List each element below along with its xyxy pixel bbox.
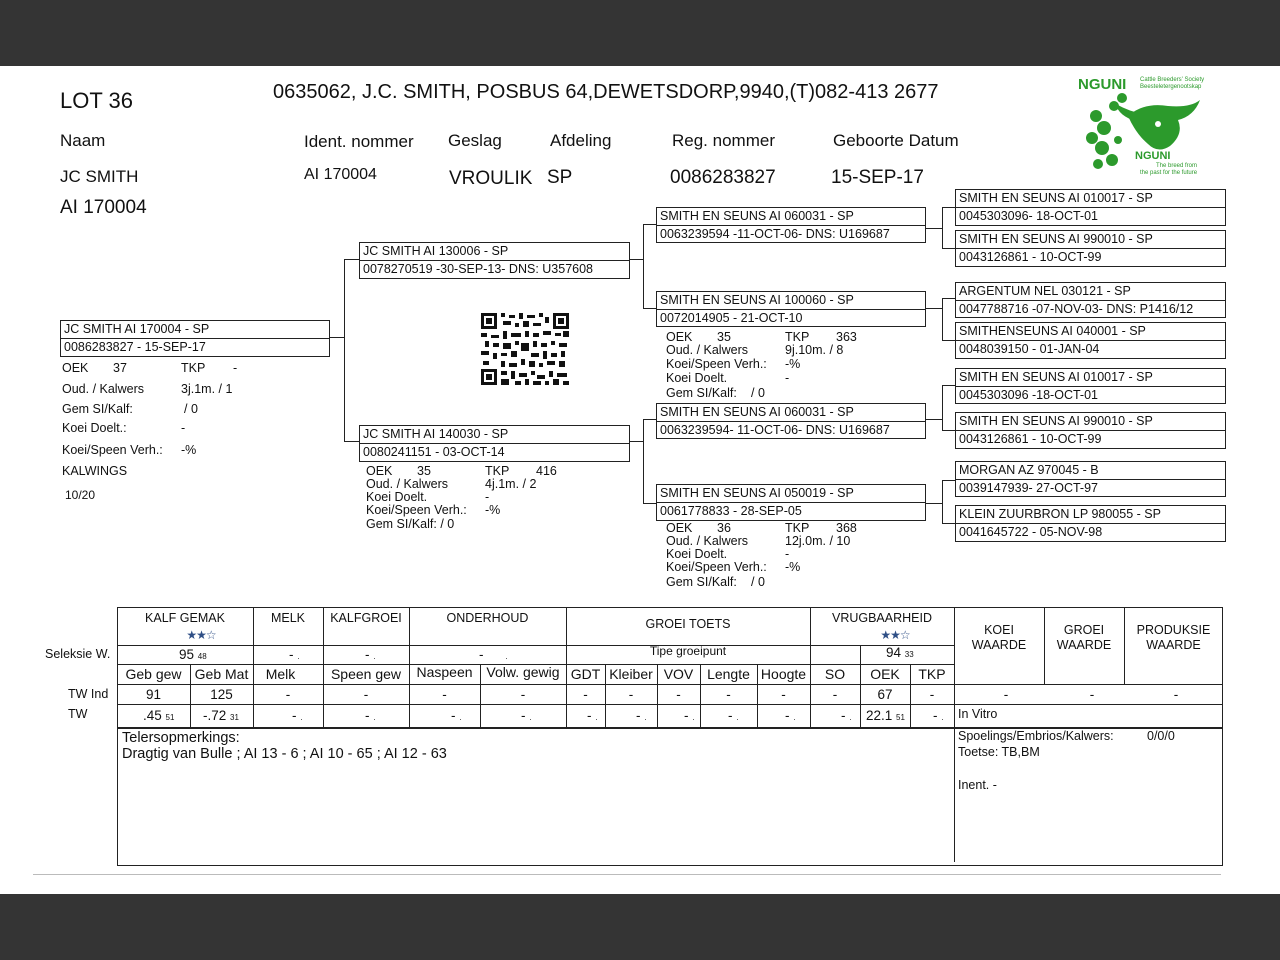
spoelings-value: 0/0/0 bbox=[1147, 729, 1175, 743]
tw-sub: . bbox=[736, 713, 739, 722]
gen3-ss-reg: 0063239594 -11-OCT-06- DNS: U169687 bbox=[660, 227, 890, 241]
spoelings-label: Spoelings/Embrios/Kalwers: bbox=[958, 729, 1114, 743]
connector bbox=[925, 228, 943, 229]
gen3-dd-reg: 0061778833 - 28-SEP-05 bbox=[660, 504, 802, 518]
tw-cell bbox=[728, 708, 739, 723]
connector bbox=[942, 523, 956, 524]
sd-tkp-label: TKP bbox=[785, 330, 810, 344]
owner-line: 0635062, J.C. SMITH, POSBUS 64,DEWETSDORP,9940,(T)082-413 2677 bbox=[273, 81, 939, 103]
tw-value: - bbox=[365, 708, 370, 723]
seleksie-vrug-value: 94 bbox=[886, 645, 902, 660]
gen4-box-5 bbox=[955, 368, 1226, 404]
twind-cell: - bbox=[583, 687, 588, 702]
connector bbox=[942, 430, 956, 431]
group-vrugbaarheid: VRUGBAARHEID bbox=[831, 611, 933, 625]
gen4-name: SMITHENSEUNS AI 040001 - SP bbox=[959, 324, 1146, 338]
animal-box bbox=[60, 320, 330, 357]
gen4-box-8 bbox=[955, 505, 1226, 542]
sd-oek: 35 bbox=[717, 330, 731, 344]
remarks-label: Telersopmerkings: bbox=[122, 730, 240, 746]
dd-tkp: 368 bbox=[836, 521, 857, 535]
tw-cell bbox=[203, 708, 239, 723]
tw-value: - bbox=[728, 708, 733, 723]
dam-oud-label: Oud. / Kalwers bbox=[366, 477, 448, 491]
gen3-sd-name: SMITH EN SEUNS AI 100060 - SP bbox=[660, 293, 854, 307]
connector bbox=[629, 259, 643, 260]
twind-produksie-waarde: - bbox=[1173, 687, 1179, 702]
col-speen-gew: Speen gew bbox=[330, 666, 402, 682]
koei-waarde-2: WAARDE bbox=[971, 638, 1027, 652]
seleksie-vrug-sub: 33 bbox=[904, 650, 914, 659]
tw-value: - bbox=[451, 708, 456, 723]
col-lengte: Lengte bbox=[707, 666, 750, 682]
dd-oek: 36 bbox=[717, 521, 731, 535]
tw-cell bbox=[684, 708, 695, 723]
tw-cell bbox=[521, 708, 532, 723]
vrug-stars: ★★☆ bbox=[880, 628, 910, 642]
toetse: Toetse: TB,BM bbox=[958, 745, 1040, 759]
gen4-reg: 0043126861 - 10-OCT-99 bbox=[959, 432, 1102, 446]
gen3-dd-box bbox=[656, 484, 926, 521]
connector bbox=[925, 308, 943, 309]
gen4-reg: 0041645722 - 05-NOV-98 bbox=[959, 525, 1103, 539]
sd-oud-label: Oud. / Kalwers bbox=[666, 343, 748, 357]
dam-speen: -% bbox=[485, 503, 501, 517]
dam-gem: Gem SI/Kalf: / 0 bbox=[366, 517, 455, 531]
gen4-name: SMITH EN SEUNS AI 990010 - SP bbox=[959, 414, 1153, 428]
gen3-ss-box bbox=[656, 207, 926, 243]
connector bbox=[643, 224, 644, 308]
logo-brand: NGUNI bbox=[1078, 76, 1127, 93]
tw-cell bbox=[866, 708, 905, 723]
connector bbox=[643, 224, 657, 225]
twind-cell: - bbox=[285, 687, 291, 702]
tw-sub: . bbox=[459, 713, 462, 722]
gen3-sd-box bbox=[656, 291, 926, 327]
seleksie-melk bbox=[289, 647, 300, 662]
col-naspeen: Naspeen bbox=[416, 664, 473, 680]
animal-name: JC SMITH AI 170004 - SP bbox=[64, 322, 210, 336]
dd-tkp-label: TKP bbox=[785, 521, 810, 535]
seleksie-kalfgroei-sub: . bbox=[373, 652, 376, 661]
tw-sub: . bbox=[849, 713, 852, 722]
dam-speen-label: Koei/Speen Verh.: bbox=[366, 503, 467, 517]
seleksie-onderhoud bbox=[479, 647, 508, 662]
connector bbox=[629, 441, 643, 442]
sd-speen-label: Koei/Speen Verh.: bbox=[666, 357, 767, 371]
gen4-reg: 0043126861 - 10-OCT-99 bbox=[959, 250, 1102, 264]
qr-code[interactable] bbox=[481, 313, 569, 385]
tw-value: - bbox=[521, 708, 526, 723]
label-ident: Ident. nommer bbox=[304, 132, 414, 151]
value-geslag: VROULIK bbox=[449, 168, 533, 189]
bottom-dark-bar bbox=[0, 894, 1280, 960]
tw-sub: . bbox=[941, 713, 944, 722]
dam-box bbox=[359, 425, 630, 462]
connector bbox=[344, 259, 360, 260]
dd-oud: 12j.0m. / 10 bbox=[785, 534, 851, 548]
tw-value: - bbox=[841, 708, 846, 723]
twind-cell: - bbox=[832, 687, 838, 702]
kalf-stars: ★★☆ bbox=[186, 628, 216, 642]
twind-groei-waarde: - bbox=[1089, 687, 1095, 702]
gen4-box-2 bbox=[955, 230, 1226, 267]
connector bbox=[643, 419, 657, 420]
gen4-name: SMITH EN SEUNS AI 010017 - SP bbox=[959, 191, 1153, 205]
col-kleiber: Kleiber bbox=[609, 666, 653, 682]
twind-koei-waarde: - bbox=[1003, 687, 1009, 702]
animal-koei-label: Koei Doelt.: bbox=[62, 421, 127, 435]
group-kalfgroei: KALFGROEI bbox=[330, 611, 402, 625]
label-geslag: Geslag bbox=[448, 131, 502, 150]
value-ident: AI 170004 bbox=[304, 166, 377, 183]
twind-cell: - bbox=[520, 687, 526, 702]
seleksie-kalf-sub: 48 bbox=[197, 652, 207, 661]
dam-koei: - bbox=[485, 490, 490, 504]
top-dark-bar bbox=[0, 0, 1280, 66]
gen4-name: KLEIN ZUURBRON LP 980055 - SP bbox=[959, 507, 1161, 521]
animal-oud-label: Oud. / Kalwers bbox=[62, 382, 144, 396]
tw-value: - bbox=[636, 708, 641, 723]
gen4-box-6 bbox=[955, 412, 1226, 449]
tw-value: - bbox=[933, 708, 938, 723]
dd-speen: -% bbox=[785, 560, 801, 574]
animal-tkp: - bbox=[233, 361, 238, 375]
connector bbox=[925, 419, 943, 420]
nguni-logo bbox=[1078, 76, 1212, 178]
animal-reg: 0086283827 - 15-SEP-17 bbox=[64, 340, 206, 354]
twind-cell: - bbox=[363, 687, 369, 702]
animal-gem: / 0 bbox=[184, 402, 198, 416]
gen3-ds-box bbox=[656, 403, 926, 439]
dam-tkp: 416 bbox=[536, 464, 557, 478]
connector bbox=[942, 298, 943, 340]
tw-cell bbox=[841, 708, 852, 723]
tw-cell bbox=[451, 708, 462, 723]
sire-name: JC SMITH AI 130006 - SP bbox=[363, 244, 509, 258]
col-gdt: GDT bbox=[570, 666, 601, 682]
tw-cell bbox=[785, 708, 796, 723]
sd-koei: - bbox=[785, 371, 790, 385]
tw-sub: 31 bbox=[230, 713, 239, 722]
twind-cell: - bbox=[676, 687, 681, 702]
dam-oud: 4j.1m. / 2 bbox=[485, 477, 537, 491]
row-label-twind: TW Ind bbox=[68, 687, 109, 701]
produksie-waarde-1: PRODUKSIE bbox=[1136, 623, 1211, 637]
logo-motto1: The breed from bbox=[1156, 163, 1198, 169]
gen4-reg: 0039147939- 27-OCT-97 bbox=[959, 481, 1098, 495]
tw-value: - bbox=[684, 708, 689, 723]
connector bbox=[329, 337, 345, 338]
kalwings-label: KALWINGS bbox=[62, 464, 128, 478]
col-so: SO bbox=[824, 666, 846, 682]
sire-box bbox=[359, 242, 630, 279]
gen4-name: ARGENTUM NEL 030121 - SP bbox=[959, 284, 1131, 298]
remarks-text: Dragtig van Bulle ; AI 13 - 6 ; AI 10 - 65 ; AI 12 - 63 bbox=[122, 746, 447, 762]
twind-cell: 67 bbox=[877, 687, 893, 702]
label-reg: Reg. nommer bbox=[672, 131, 775, 150]
label-geboorte: Geboorte Datum bbox=[833, 131, 959, 150]
gen4-name: SMITH EN SEUNS AI 010017 - SP bbox=[959, 370, 1153, 384]
sire-reg: 0078270519 -30-SEP-13- DNS: U357608 bbox=[363, 262, 594, 276]
gen3-ds-name: SMITH EN SEUNS AI 060031 - SP bbox=[660, 405, 854, 419]
gen4-box-1 bbox=[955, 189, 1226, 226]
dd-gem-label: Gem SI/Kalf: bbox=[666, 575, 737, 589]
seleksie-melk-sub: . bbox=[297, 652, 300, 661]
sd-koei-label: Koei Doelt. bbox=[666, 371, 728, 385]
tw-cell bbox=[636, 708, 647, 723]
connector bbox=[942, 248, 956, 249]
logo-tag2: Beesteletergenootskap bbox=[1140, 84, 1202, 90]
col-vov: VOV bbox=[663, 666, 694, 682]
tw-sub: . bbox=[793, 713, 796, 722]
value-reg: 0086283827 bbox=[670, 167, 776, 188]
connector bbox=[942, 340, 956, 341]
connector bbox=[344, 441, 360, 442]
group-groei-toets: GROEI TOETS bbox=[645, 617, 731, 631]
lot-number: LOT 36 bbox=[60, 88, 133, 113]
gen4-reg: 0047788716 -07-NOV-03- DNS: P1416/12 bbox=[959, 302, 1194, 316]
gen3-ds-reg: 0063239594- 11-OCT-06- DNS: U169687 bbox=[660, 423, 890, 437]
connector bbox=[942, 207, 943, 249]
twind-cell: - bbox=[726, 687, 731, 702]
twind-cell: 125 bbox=[210, 687, 233, 702]
gen4-box-4 bbox=[955, 322, 1226, 359]
group-melk: MELK bbox=[270, 611, 306, 625]
connector bbox=[942, 385, 943, 430]
tw-sub: . bbox=[692, 713, 695, 722]
twind-cell: - bbox=[781, 687, 786, 702]
tw-value: -.72 bbox=[203, 708, 227, 723]
tw-value: - bbox=[785, 708, 790, 723]
connector bbox=[942, 385, 956, 386]
tw-cell bbox=[365, 708, 376, 723]
logo-motto2: the past for the future bbox=[1140, 170, 1198, 176]
animal-speen-label: Koei/Speen Verh.: bbox=[62, 443, 163, 457]
gen3-dd-name: SMITH EN SEUNS AI 050019 - SP bbox=[660, 486, 854, 500]
dd-gem: / 0 bbox=[751, 575, 765, 589]
seleksie-vrug bbox=[886, 645, 914, 660]
seleksie-onderhoud-sub: . bbox=[505, 652, 508, 661]
dam-oek-label: OEK bbox=[366, 464, 393, 478]
sd-oud: 9j.10m. / 8 bbox=[785, 343, 844, 357]
gen4-box-7 bbox=[955, 461, 1226, 497]
tw-sub: 51 bbox=[165, 713, 175, 722]
dam-koei-label: Koei Doelt. bbox=[366, 490, 428, 504]
seleksie-kalfgroei bbox=[365, 647, 376, 662]
tw-value: 22.1 bbox=[866, 708, 893, 723]
gen3-ss-name: SMITH EN SEUNS AI 060031 - SP bbox=[660, 209, 854, 223]
gen4-reg: 0045303096- 18-OCT-01 bbox=[959, 209, 1098, 223]
animal-oek-label: OEK bbox=[62, 361, 89, 375]
kalwings-value: 10/20 bbox=[65, 488, 96, 502]
tw-sub: . bbox=[595, 713, 598, 722]
seleksie-kalfgroei-value: - bbox=[365, 647, 370, 662]
seleksie-kalf-value: 95 bbox=[179, 647, 195, 662]
tw-sub: 51 bbox=[896, 713, 905, 722]
twind-cell: 91 bbox=[145, 687, 162, 702]
value-geboorte: 15-SEP-17 bbox=[831, 167, 924, 188]
tw-cell bbox=[143, 708, 174, 723]
seleksie-kalf bbox=[179, 647, 207, 662]
col-tkp: TKP bbox=[918, 666, 946, 682]
connector bbox=[643, 419, 644, 503]
sd-speen: -% bbox=[785, 357, 801, 371]
connector bbox=[643, 503, 657, 504]
gen3-sd-reg: 0072014905 - 21-OCT-10 bbox=[660, 311, 803, 325]
seleksie-onderhoud-value: - bbox=[479, 647, 484, 662]
tw-sub: . bbox=[373, 713, 376, 722]
gen4-reg: 0048039150 - 01-JAN-04 bbox=[959, 342, 1100, 356]
animal-speen: -% bbox=[181, 443, 197, 457]
tw-sub: . bbox=[644, 713, 647, 722]
sd-gem: / 0 bbox=[751, 386, 765, 400]
dam-tkp-label: TKP bbox=[485, 464, 510, 478]
label-naam: Naam bbox=[60, 131, 106, 150]
connector bbox=[942, 207, 956, 208]
sd-gem-label: Gem SI/Kalf: bbox=[666, 386, 737, 400]
koei-waarde-1: KOEI bbox=[984, 623, 1014, 637]
gen4-box-3 bbox=[955, 282, 1226, 318]
col-volw-gewig: Volw. gewig bbox=[486, 664, 560, 680]
twind-cell: - bbox=[628, 687, 634, 702]
animal-oud: 3j.1m. / 1 bbox=[181, 382, 233, 396]
dd-koei-label: Koei Doelt. bbox=[666, 547, 728, 561]
col-geb-gew: Geb gew bbox=[125, 666, 182, 682]
connector bbox=[942, 480, 956, 481]
gen4-name: MORGAN AZ 970045 - B bbox=[959, 463, 1099, 477]
tw-sub: . bbox=[529, 713, 532, 722]
row-label-seleksie: Seleksie W. bbox=[45, 647, 111, 661]
dam-oek: 35 bbox=[417, 464, 431, 478]
col-oek: OEK bbox=[870, 666, 900, 682]
value-afdeling: SP bbox=[547, 167, 573, 188]
dd-speen-label: Koei/Speen Verh.: bbox=[666, 560, 767, 574]
row-label-tw: TW bbox=[68, 707, 88, 721]
col-melk: Melk bbox=[265, 666, 296, 682]
gen4-name: SMITH EN SEUNS AI 990010 - SP bbox=[959, 232, 1153, 246]
logo-tag1: Cattle Breeders' Society bbox=[1140, 77, 1205, 83]
twind-cell: - bbox=[929, 687, 935, 702]
animal-id: AI 170004 bbox=[60, 197, 147, 218]
group-kalf-gemak: KALF GEMAK bbox=[145, 611, 225, 625]
groei-waarde-1: GROEI bbox=[1063, 623, 1105, 637]
sd-oek-label: OEK bbox=[666, 330, 693, 344]
in-vitro-label: In Vitro bbox=[958, 707, 998, 721]
tw-cell bbox=[587, 708, 598, 723]
connector bbox=[942, 480, 943, 524]
twind-cell: - bbox=[442, 687, 447, 702]
tipe-groeipunt: Tipe groeipunt bbox=[649, 644, 727, 658]
dam-name: JC SMITH AI 140030 - SP bbox=[363, 427, 509, 441]
inent: Inent. - bbox=[958, 778, 997, 792]
dd-oek-label: OEK bbox=[666, 521, 693, 535]
col-geb-mat: Geb Mat bbox=[194, 666, 249, 682]
logo-brand2: NGUNI bbox=[1135, 150, 1171, 162]
connector bbox=[344, 259, 345, 441]
value-naam: JC SMITH bbox=[60, 167, 139, 186]
footer-divider bbox=[33, 874, 1221, 875]
col-hoogte: Hoogte bbox=[760, 666, 807, 682]
tw-value: - bbox=[587, 708, 592, 723]
dd-koei: - bbox=[785, 547, 790, 561]
tw-sub: . bbox=[300, 713, 303, 722]
animal-tkp-label: TKP bbox=[181, 361, 206, 375]
gen4-reg: 0045303096 -18-OCT-01 bbox=[959, 388, 1098, 402]
label-afdeling: Afdeling bbox=[550, 131, 612, 150]
connector bbox=[942, 298, 956, 299]
connector bbox=[643, 308, 657, 309]
sd-tkp: 363 bbox=[836, 330, 857, 344]
connector bbox=[925, 503, 943, 504]
seleksie-melk-value: - bbox=[289, 647, 294, 662]
animal-oek: 37 bbox=[113, 361, 127, 375]
produksie-waarde-2: WAARDE bbox=[1146, 638, 1201, 652]
group-onderhoud: ONDERHOUD bbox=[446, 611, 529, 625]
dam-reg: 0080241151 - 03-OCT-14 bbox=[363, 445, 505, 459]
groei-waarde-2: WAARDE bbox=[1056, 638, 1112, 652]
tw-cell bbox=[292, 708, 303, 723]
animal-gem-label: Gem SI/Kalf: bbox=[62, 402, 133, 416]
dd-oud-label: Oud. / Kalwers bbox=[666, 534, 748, 548]
tw-value: - bbox=[292, 708, 297, 723]
tw-value: .45 bbox=[143, 708, 162, 723]
tw-cell bbox=[933, 708, 944, 723]
animal-koei: - bbox=[181, 421, 186, 435]
